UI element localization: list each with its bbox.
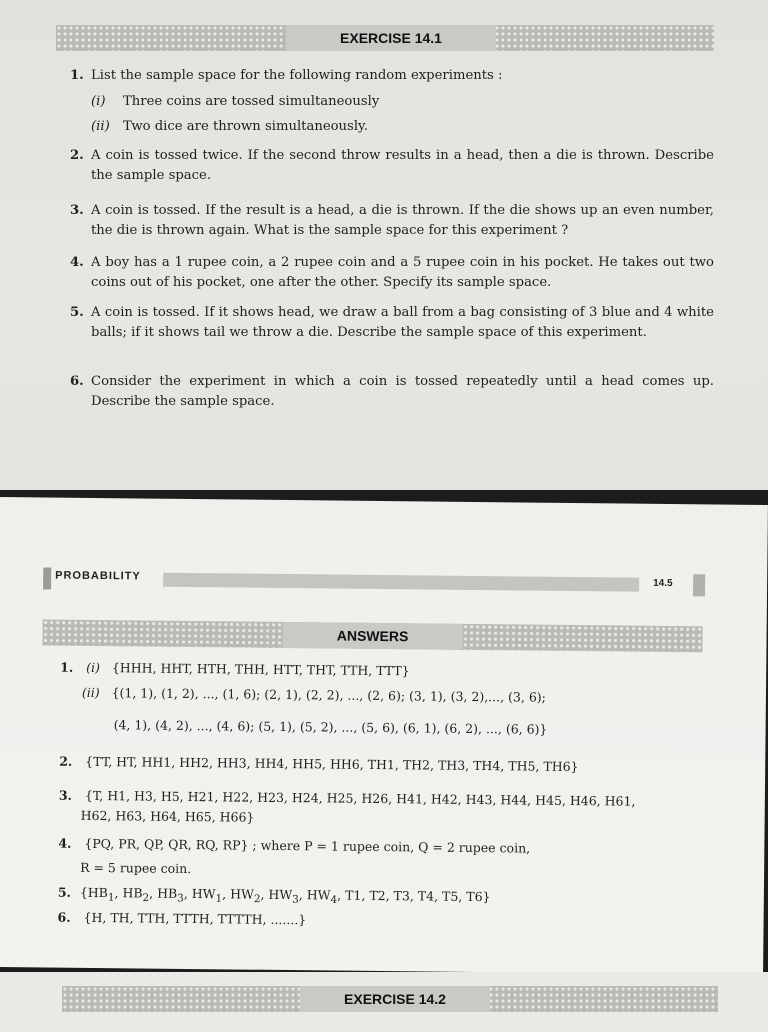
page-number: 14.5 (653, 577, 673, 590)
exercise-title: EXERCISE 14.1 (340, 30, 442, 46)
answer-text: {PQ, PR, QP, QR, RQ, RP} ; where P = 1 rupee coin, Q = 2 rupee coin, (84, 835, 531, 856)
question-text: A boy has a 1 rupee coin, a 2 rupee coin and a 5 rupee coin in his pocket. He takes out two coins out of his pocket, one after the other. Specify its sample space. (91, 255, 714, 290)
question-number: 3. (70, 203, 84, 218)
question-2 (70, 146, 714, 186)
answer-text: {(1, 1), (1, 2), ..., (1, 6); (2, 1), (2, 2), ..., (2, 6); (3, 1), (3, 2),..., (3, 6); (111, 685, 546, 705)
question-5 (70, 303, 714, 343)
question-1-part-ii (91, 117, 368, 137)
answer-number: 1. (60, 659, 74, 675)
answer-number: 4. (58, 835, 72, 851)
question-6 (70, 372, 714, 412)
question-text: A coin is tossed. If it shows head, we draw a ball from a bag consisting of 3 blue and 4 white balls; if it shows tail we throw a die. Describe the sample space of this experiment. (91, 305, 714, 340)
answer-text: H62, H63, H64, H65, H66} (80, 807, 255, 825)
answer-text: {TT, HT, HH1, HH2, HH3, HH4, HH5, HH6, TH1, TH2, TH3, TH4, TH5, TH6} (85, 753, 579, 775)
next-exercise-title: EXERCISE 14.2 (344, 991, 446, 1007)
answer-text: {HHH, HHT, HTH, THH, HTT, THT, TTH, TTT} (111, 660, 410, 679)
question-number: 4. (70, 255, 84, 270)
question-number: 5. (70, 305, 84, 320)
answer-1-ii (82, 683, 546, 708)
exercise-header-band (56, 25, 714, 51)
answer-term: HW (306, 887, 331, 903)
question-3 (70, 201, 714, 241)
answer-text: {T, H1, H3, H5, H21, H22, H23, H24, H25, H26, H41, H42, H43, H44, H45, H46, H61, (84, 787, 636, 809)
subscript: 3 (292, 893, 299, 906)
answer-text: , T1, T2, T3, T4, T5, T6} (337, 887, 491, 905)
subscript: 3 (177, 892, 184, 905)
answer-number: 5. (57, 884, 72, 900)
answer-number: 6. (57, 909, 71, 925)
subscript: 2 (253, 893, 261, 906)
next-exercise-page (0, 972, 768, 1032)
answer-5: 5. {$HB_1$, $HB_2$, $HB_3$, $HW_1$, $HW_2$, $HW_3$, $HW_4$, T1, T2, T3, T4, T5, T6} (57, 884, 491, 907)
question-1-part-i (91, 92, 379, 112)
answer-term: HB (157, 885, 178, 901)
question-number: 1. (70, 68, 84, 83)
answers-title: ANSWERS (336, 627, 409, 645)
answer-3-continued (81, 806, 255, 828)
chapter-name: PROBABILITY (55, 569, 141, 583)
question-text: Consider the experiment in which a coin is tossed repeatedly until a head comes up. Describe the sample space. (91, 374, 714, 409)
next-exercise-header-band (62, 986, 718, 1012)
answer-term: HW (191, 886, 216, 902)
question-1 (70, 66, 714, 86)
subscript: 2 (142, 892, 150, 905)
question-text: List the sample space for the following random experiments : (91, 68, 503, 83)
answer-2 (59, 752, 579, 777)
part-text: Two dice are thrown simultaneously. (123, 119, 368, 134)
answer-text: (4, 1), (4, 2), ..., (4, 6); (5, 1), (5, 2), ..., (5, 6), (6, 1), (6, 2), ..., (6, 6)} (113, 717, 548, 737)
answer-term: HB (122, 885, 143, 901)
exercise-page (0, 0, 768, 490)
question-4 (70, 253, 714, 293)
answer-term: HW (268, 886, 293, 903)
answer-text: {H, TH, TTH, TTTH, TTTTH, .......} (83, 909, 307, 928)
answer-1-ii-continued (114, 715, 548, 740)
part-label: (ii) (91, 119, 110, 134)
part-label: (i) (86, 659, 101, 676)
subscript: 4 (330, 893, 338, 907)
question-number: 2. (70, 148, 84, 163)
answer-number: 3. (58, 787, 73, 803)
answer-term: HW (230, 886, 254, 902)
answer-6 (57, 908, 306, 931)
answer-number: 2. (59, 753, 73, 769)
running-header (43, 567, 709, 596)
question-text: A coin is tossed. If the result is a head, a die is thrown. If the die shows up an even number, the die is thrown again. What is the sample space for this experiment ? (91, 203, 714, 238)
part-text: Three coins are tossed simultaneously (123, 94, 380, 109)
answer-4 (58, 834, 530, 859)
subscript: 1 (215, 892, 223, 905)
answers-header-band (42, 619, 702, 652)
answer-term: HB (87, 884, 108, 901)
answer-1-i (60, 658, 410, 682)
part-label: (ii) (81, 684, 100, 701)
answer-text: R = 5 rupee coin. (80, 859, 192, 877)
answer-4-continued (80, 858, 191, 879)
part-label: (i) (91, 94, 106, 109)
subscript: 1 (107, 891, 115, 904)
answers-page (0, 497, 768, 975)
question-number: 6. (70, 374, 84, 389)
question-text: A coin is tossed twice. If the second throw results in a head, then a die is thrown. Describe the sample space. (91, 148, 714, 183)
